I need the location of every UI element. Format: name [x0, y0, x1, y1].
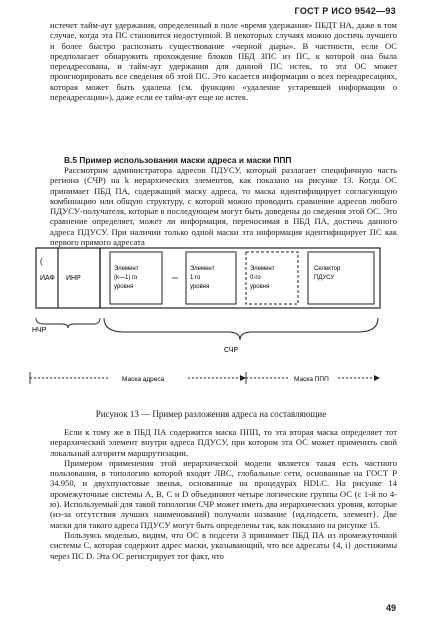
- element-0-label-1: Элемент: [250, 266, 275, 272]
- schr-brace: [104, 318, 378, 340]
- element-1-label-1: Элемент: [190, 266, 215, 272]
- section-heading: В.5 Пример использования маски адреса и маски ППП: [64, 155, 292, 165]
- address-decomposition-diagram: [28, 240, 400, 405]
- paragraph: Пользуясь моделью, видим, что ОС в подсети 3 принимает ПБД ПА из промежуточной системы C, которая содержит адрес маски, указывающий, что все адресаты {4, i} достижимы через ПС D. Эта ОС регистрирует тот факт, что: [50, 529, 397, 561]
- inr-label: ИНР: [66, 275, 81, 282]
- ppp-mask-arrowhead: [374, 375, 380, 381]
- address-mask-arrowhead: [240, 375, 246, 381]
- page-number: 49: [385, 603, 396, 613]
- paragraph: Если к тому же в ПБД ПА содержится маска ППП, то эта вторая маска определяет тот иерархический элемент внутри адреса ПДУСУ, при котором эта ОС может применить свой локальный алгоритм маршрутизации.: [50, 427, 397, 458]
- paragraph: Рассмотрим администратора адресов ПДУСУ, который разлагает специфичную часть региона (СЧР) на k иерархических элементов, как показано на рисунке 13. Когда ОС принимает ПБД ПА, содержащий маску адреса, то маска идентифицирует согласующую комбинацию или общую структуру, с которой можно проводить сравнение адресов любого ПДУСУ-получателя, которые в последующем могут быть доведены до сведения этой ОС. Это сравнение определяет, может ли информация, переносимая в ПБД ПА, достичь данного адреса ПДУСУ. При наличии только одной маски эта информация идентифицирует ПС как первого прямого адресата: [50, 165, 397, 248]
- figure-13: [28, 240, 400, 405]
- iaf-label: ИАФ: [40, 275, 55, 282]
- address-mask-label: Маска адреса: [122, 376, 165, 383]
- selector-label-2: ПДУСУ: [314, 275, 335, 281]
- element-k1-label-2: (k—1) го: [114, 275, 138, 281]
- element-1-label-3: уровня: [190, 284, 210, 290]
- body-text-bottom: [50, 427, 397, 561]
- selector-label-1: Селектор: [314, 266, 341, 272]
- element-1-label-2: 1 го: [190, 275, 201, 281]
- section-body: [50, 165, 397, 247]
- paragraph: истечет тайм-аут удержания, определенный в поле «время удержания» ПБДТ НА, даже в том случае, когда эта ПС становится недоступной. В некоторых случаях можно достичь лучшего и более быстро распознать существование «черной дыры». В частности, если ОС предполагает обнаружить прохождение блоков ПБД ЗПС из ПС, к которой она была переадресована, и тайм-аут удержания для данной ПС истек, то эта ОС может проигнорировать все сведения об этой ПС. Это касается информации о всех переадресациях, которая может быть удалена (см. функцию «удаление устаревшей информации о переадресации»), даже если ее тайм-аут еще не истек.: [50, 20, 397, 103]
- nchr-label: НЧР: [32, 327, 47, 334]
- paragraph: Примером применения этой иерархической модели является такая есть частного пользования, в топологию которой входят ЛВС, глобальные сети, основанные на ГОСТ Р 34.950, и двухпунктовые звенья, основанные на процедурах HDLC. На рисунке 14 промежуточные системы A, B, C и D объединяют четыре логические группы ОС (с 1-й по 4-ю). Используемый для такой топологии СЧР может иметь два иерархических уровня, которые (из-за отсутствия лучших наименований) получили название {ид.подсети, элемент}. Две маски для такого адреса ПДУСУ могут быть определены так, как показано на рисунке 15.: [50, 457, 397, 530]
- corner-mark: (: [40, 257, 43, 266]
- element-0-label-2: 0-го: [250, 275, 261, 281]
- figure-caption: Рисунок 13 — Пример разложения адреса на составляющие: [95, 409, 327, 419]
- ppp-mask-label: Маска ППП: [294, 376, 329, 383]
- body-text-top: [50, 20, 397, 102]
- element-k1-label-3: уровня: [114, 284, 134, 290]
- page-header: ГОСТ Р ИСО 9542—93: [294, 6, 396, 16]
- element-k1-label-1: Элемент: [114, 266, 139, 272]
- schr-label: СЧР: [224, 347, 239, 354]
- element-0-label-3: уровня: [250, 284, 270, 290]
